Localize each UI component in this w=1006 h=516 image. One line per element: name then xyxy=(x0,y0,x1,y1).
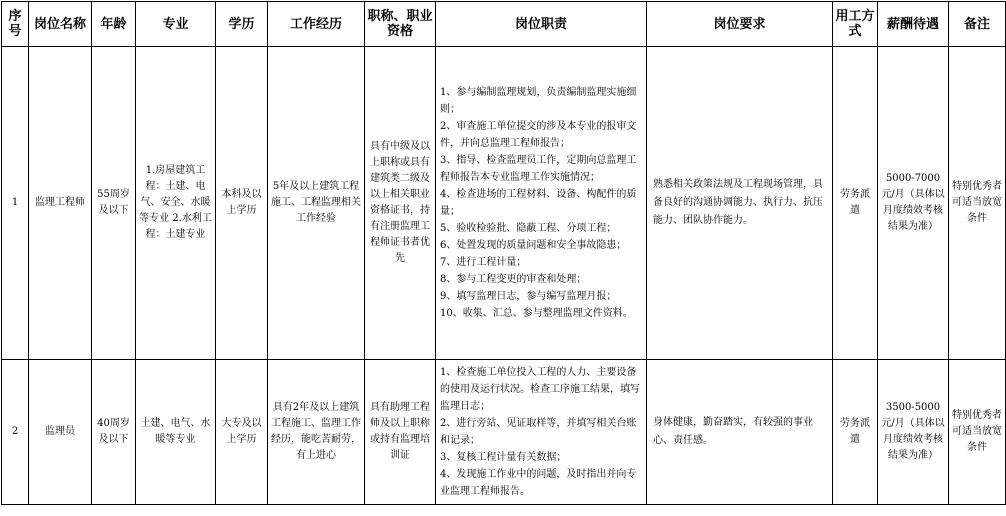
duty-item: 4、检查进场的工程材料、设备、构配件的质量； xyxy=(440,189,637,217)
cell-experience: 5年及以上建筑工程施工、工程监理相关工作经验 xyxy=(268,47,365,360)
header-qualification: 职称、职业资格 xyxy=(365,2,436,47)
duty-item: 8、参与工程变更的审查和处理； xyxy=(440,274,587,285)
duty-item: 2、审查施工单位提交的涉及本专业的报审文件，并向总监理工程师报告； xyxy=(440,121,637,149)
header-education: 学历 xyxy=(216,2,268,47)
cell-experience: 具有2年及以上建筑工程施工、监理工作经历，能吃苦耐劳，有上进心 xyxy=(268,360,365,505)
header-requirements: 岗位要求 xyxy=(647,2,833,47)
duty-item: 7、进行工程计量； xyxy=(440,257,527,268)
cell-qualification: 具有中级及以上职称或具有建筑类二级及以上相关职业资格证书，持有注册监理工程师证书者优先 xyxy=(365,47,436,360)
cell-age: 55周岁及以下 xyxy=(92,47,136,360)
recruitment-table xyxy=(1,1,1006,505)
duty-item: 1、检查施工单位投入工程的人力、主要设备的使用及运行状况。检查工序施工结果，填写监理日志； xyxy=(440,367,640,412)
cell-qualification: 具有助理工程师及以上职称或持有监理培训证 xyxy=(365,360,436,505)
cell-duties xyxy=(436,47,647,360)
header-duties: 岗位职责 xyxy=(436,2,647,47)
cell-education: 大专及以上学历 xyxy=(216,360,268,505)
cell-requirements: 熟悉相关政策法规及工程现场管理，具备良好的沟通协调能力、执行力、抗压能力、团队协作能力。 xyxy=(647,47,833,360)
cell-salary: 3500-5000元/月（具体以月度绩效考核结果为准） xyxy=(878,360,949,505)
cell-no: 1 xyxy=(2,47,29,360)
header-major: 专业 xyxy=(136,2,216,47)
cell-salary: 5000-7000元/月（具体以月度绩效考核结果为准） xyxy=(878,47,949,360)
cell-remark: 特别优秀者可适当放宽条件 xyxy=(949,360,1006,505)
header-salary: 薪酬待遇 xyxy=(878,2,949,47)
cell-education: 本科及以上学历 xyxy=(216,47,268,360)
cell-age: 40周岁及以下 xyxy=(92,360,136,505)
cell-employment: 劳务派遣 xyxy=(833,47,878,360)
header-age: 年龄 xyxy=(92,2,136,47)
header-row xyxy=(2,2,1006,47)
duty-item: 2、进行旁站、见证取样等，并填写相关台账和记录； xyxy=(440,418,637,446)
duty-item: 3、复核工程计量有关数据； xyxy=(440,452,567,463)
cell-no: 2 xyxy=(2,360,29,505)
duty-item: 3、指导、检查监理员工作，定期向总监理工程师报告本专业监理工作实施情况； xyxy=(440,155,637,183)
cell-remark: 特别优秀者可适当放宽条件 xyxy=(949,47,1006,360)
header-employment: 用工方式 xyxy=(833,2,878,47)
table-row xyxy=(2,360,1006,505)
duty-item: 10、收集、汇总、参与整理监理文件资料。 xyxy=(440,308,633,319)
header-position: 岗位名称 xyxy=(29,2,92,47)
header-experience: 工作经历 xyxy=(268,2,365,47)
duty-item: 5、验收检验批、隐蔽工程、分项工程； xyxy=(440,223,617,234)
duty-item: 4、发现施工作业中的问题，及时指出并向专业监理工程师报告。 xyxy=(440,469,637,497)
cell-position: 监理员 xyxy=(29,360,92,505)
cell-employment: 劳务派遣 xyxy=(833,360,878,505)
header-remark: 备注 xyxy=(949,2,1006,47)
cell-requirements: 身体健康，勤奋踏实，有较强的事业心、责任感。 xyxy=(647,360,833,505)
table-row xyxy=(2,47,1006,360)
cell-position: 监理工程师 xyxy=(29,47,92,360)
duty-item: 9、填写监理日志，参与编写监理月报； xyxy=(440,291,617,302)
duty-item: 6、处置发现的质量问题和安全事故隐患； xyxy=(440,240,627,251)
cell-duties xyxy=(436,360,647,505)
duty-item: 1、参与编制监理规划，负责编制监理实施细则； xyxy=(440,87,637,115)
header-no: 序号 xyxy=(2,2,29,47)
cell-major: 1.房屋建筑工程：土建、电气、安全、水暖等专业 2.水利工程：土建专业 xyxy=(136,47,216,360)
cell-major: 土建、电气、水暖等专业 xyxy=(136,360,216,505)
